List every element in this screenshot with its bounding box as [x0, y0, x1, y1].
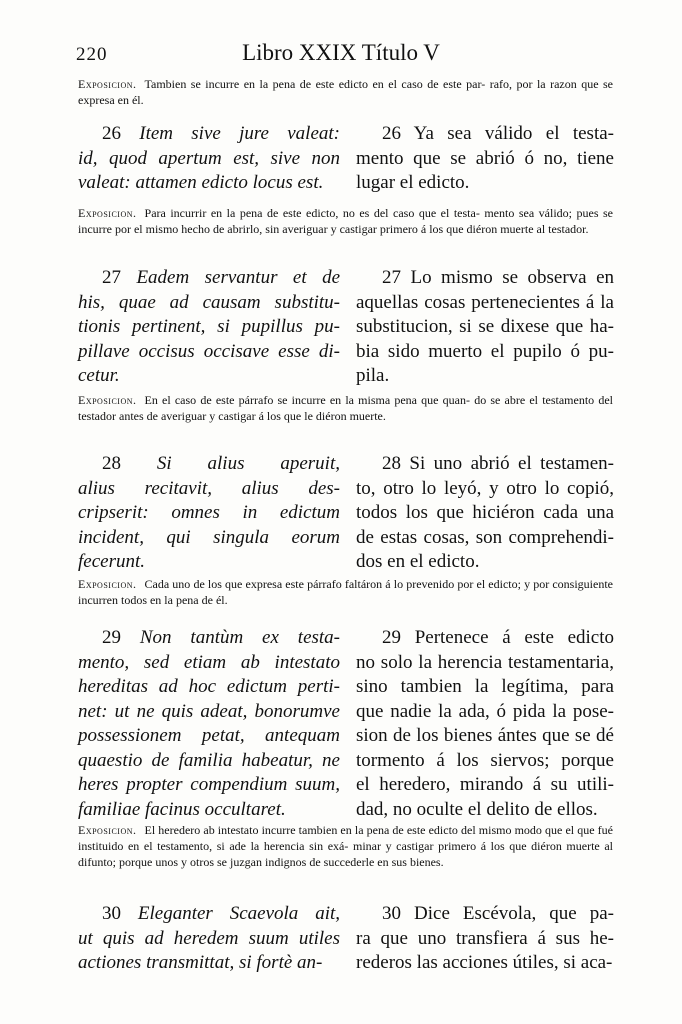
spanish-line-text: Dice Escévola, que pa- — [414, 903, 615, 924]
spanish-line — [356, 550, 614, 575]
spanish-line — [356, 452, 614, 477]
latin-line — [78, 315, 340, 340]
exposicion-line: En el caso de este párrafo se incurre en la misma pena que quan- — [144, 393, 470, 407]
latin-paragraph — [78, 626, 340, 822]
latin-line — [78, 927, 340, 952]
latin-line-text: heres propter compendium suum, — [78, 774, 340, 795]
spanish-line-text: no solo la herencia testamentaria, — [356, 651, 614, 673]
spanish-line-text: dos en el edicto. — [356, 551, 480, 572]
spanish-line-text: pila. — [356, 365, 390, 386]
spanish-line — [356, 798, 614, 823]
exposicion-line: por el edicto; y por consiguiente incurren todos en la pena de él. — [78, 577, 613, 607]
spanish-line-text: dad, no oculte el delito de ellos. — [356, 798, 598, 820]
latin-line — [78, 171, 340, 196]
latin-paragraph-number: 26 — [102, 123, 121, 144]
spanish-line — [356, 171, 614, 196]
exposicion-line: El heredero ab intestato incurre tambien en la pena de este edicto — [144, 823, 458, 837]
latin-line-text: Eleganter Scaevola ait, — [137, 903, 341, 924]
exposicion-label: Exposicion. — [78, 577, 137, 591]
latin-line-text: cetur. — [78, 365, 120, 386]
latin-paragraph — [78, 902, 340, 976]
latin-line — [78, 501, 340, 526]
exposicion-line: castigar primero á los que diéron muerte al testador. — [339, 222, 589, 236]
spanish-line — [356, 951, 614, 976]
latin-line-text: id, quod apertum est, sive non — [78, 147, 340, 169]
spanish-line-text: bia sido muerto el pupilo ó pu- — [356, 340, 614, 362]
spanish-line-text: aquellas cosas pertenecientes á la — [356, 291, 614, 313]
latin-line-text: quaestio de familia habeatur, ne — [78, 749, 340, 771]
spanish-line-text: rederos las acciones útiles, si aca- — [356, 952, 613, 973]
latin-line-text: incident, qui singula eorum — [78, 526, 340, 548]
latin-line-text: Non tantùm ex testa- — [139, 627, 341, 648]
exposicion-note — [78, 392, 613, 424]
exposicion-line: juzgan indignos de succederle en sus bienes. — [230, 855, 444, 869]
latin-line — [78, 526, 340, 551]
spanish-line — [356, 724, 614, 749]
spanish-paragraph — [356, 122, 614, 196]
latin-line — [78, 651, 340, 676]
spanish-line — [356, 477, 614, 502]
latin-line-text: his, quae ad causam substitu- — [78, 291, 340, 313]
latin-paragraph — [78, 122, 340, 196]
spanish-paragraph-number: 28 — [382, 453, 401, 474]
latin-line-text: tionis pertinent, si pupillus pu- — [78, 316, 340, 337]
spanish-line-text: todos los que hiciéron cada una — [356, 502, 614, 523]
latin-line — [78, 364, 340, 389]
exposicion-label: Exposicion. — [78, 206, 137, 220]
latin-line-text: hereditas ad hoc edictum perti- — [78, 676, 340, 697]
latin-line — [78, 675, 340, 700]
latin-paragraph-number: 29 — [102, 627, 121, 648]
exposicion-label: Exposicion. — [78, 823, 137, 837]
latin-line-text: mento, sed etiam ab intestato — [78, 651, 340, 673]
latin-line — [78, 122, 340, 147]
latin-paragraph-number: 27 — [102, 267, 121, 288]
latin-line — [78, 700, 340, 725]
latin-line-text: valeat: attamen edicto locus est. — [78, 172, 324, 193]
spanish-line-text: Ya sea válido el testa- — [413, 123, 614, 144]
latin-line — [78, 749, 340, 774]
spanish-line-text: Lo mismo se observa en — [410, 267, 615, 288]
spanish-line-text: Pertenece á este edicto — [414, 627, 615, 648]
spanish-line-text: sion de los bienes ántes que se dé — [356, 725, 614, 746]
latin-line-text: Item sive jure valeat: — [139, 123, 341, 144]
latin-line-text: alius recitavit, alius des- — [78, 477, 340, 499]
spanish-line — [356, 364, 614, 389]
latin-line — [78, 340, 340, 365]
exposicion-line: rafo, por la razon que se expresa en él. — [78, 77, 614, 107]
spanish-paragraph-number: 29 — [382, 627, 401, 648]
page-number: 220 — [76, 44, 108, 65]
latin-paragraph — [78, 452, 340, 575]
spanish-line — [356, 626, 614, 651]
exposicion-line: diéron muerte. — [315, 409, 386, 423]
exposicion-label: Exposicion. — [78, 77, 137, 91]
latin-line-text: actiones transmittat, si fortè an- — [78, 952, 323, 973]
latin-line-text: cripserit: omnes in edictum — [78, 502, 340, 523]
spanish-line — [356, 501, 614, 526]
latin-paragraph-number: 28 — [102, 453, 121, 474]
latin-line — [78, 951, 340, 976]
spanish-line-text: de estas cosas, son comprehendi- — [356, 526, 614, 548]
latin-line — [78, 477, 340, 502]
spanish-paragraph — [356, 452, 614, 575]
exposicion-line: Tambien se incurre en la pena de este edicto en el caso de este par- — [144, 77, 486, 91]
spanish-line — [356, 122, 614, 147]
spanish-line — [356, 773, 614, 798]
spanish-line — [356, 315, 614, 340]
spanish-paragraph — [356, 626, 614, 822]
latin-line-text: Si alius aperuit, — [156, 453, 340, 474]
spanish-line — [356, 147, 614, 172]
spanish-line — [356, 675, 614, 700]
spanish-line-text: sino tambien la legítima, para — [356, 676, 614, 697]
spanish-line — [356, 340, 614, 365]
exposicion-line: del mismo modo que el que fué instituido en el testamento, si ade la herencia sin exá- — [78, 823, 613, 853]
spanish-paragraph-number: 26 — [382, 123, 401, 144]
latin-line — [78, 773, 340, 798]
latin-line — [78, 550, 340, 575]
latin-line — [78, 798, 340, 823]
latin-line-text: net: ut ne quis adeat, bonorumve — [78, 700, 340, 722]
spanish-paragraph — [356, 902, 614, 976]
page-header — [0, 40, 682, 70]
latin-paragraph — [78, 266, 340, 389]
spanish-line — [356, 266, 614, 291]
latin-line-text: fecerunt. — [78, 551, 146, 572]
exposicion-line: mento sea válido; pues se incurre por el mismo hecho de abrirlo, sin averiguar y — [78, 206, 614, 236]
spanish-line-text: tormento á los siervos; porque — [356, 749, 614, 771]
spanish-paragraph-number: 30 — [382, 903, 401, 924]
latin-line — [78, 626, 340, 651]
latin-line — [78, 266, 340, 291]
latin-line — [78, 724, 340, 749]
latin-line — [78, 902, 340, 927]
spanish-line — [356, 902, 614, 927]
exposicion-line: do se abre el testamento del testador antes de averiguar y castigar á los que le — [78, 393, 614, 423]
spanish-line-text: mento que se abrió ó no, tiene — [356, 147, 614, 169]
spanish-line-text: Si uno abrió el testamen- — [409, 453, 614, 474]
spanish-line — [356, 700, 614, 725]
spanish-line-text: lugar el edicto. — [356, 172, 470, 193]
running-title: Libro XXIX Título V — [242, 40, 440, 65]
latin-line-text: possessionem petat, antequam — [78, 725, 340, 746]
exposicion-line: minar y castigar primero á los que diéron muerte al difunto; porque unos y otros se — [78, 839, 614, 869]
exposicion-note — [78, 205, 613, 237]
latin-line — [78, 452, 340, 477]
spanish-line-text: to, otro lo leyó, y otro lo copió, — [356, 477, 614, 499]
latin-line — [78, 147, 340, 172]
exposicion-line: Cada uno de los que expresa este párrafo faltáron á lo prevenido — [144, 577, 455, 591]
spanish-line — [356, 526, 614, 551]
spanish-paragraph-number: 27 — [382, 267, 401, 288]
exposicion-note — [78, 76, 613, 108]
latin-line-text: Eadem servantur et de — [136, 267, 341, 288]
latin-paragraph-number: 30 — [102, 903, 121, 924]
exposicion-note — [78, 822, 613, 870]
spanish-line — [356, 927, 614, 952]
latin-line-text: pillave occisus occisave esse di- — [78, 340, 340, 362]
spanish-line-text: ra que uno transfiera á sus he- — [356, 927, 614, 949]
latin-line — [78, 291, 340, 316]
spanish-line — [356, 651, 614, 676]
spanish-line-text: el heredero, mirando á su utili- — [356, 774, 614, 795]
exposicion-label: Exposicion. — [78, 393, 137, 407]
spanish-line-text: substitucion, si se dixese que ha- — [356, 316, 614, 337]
spanish-line — [356, 291, 614, 316]
exposicion-line: Para incurrir en la pena de este edicto, no es del caso que el testa- — [144, 206, 480, 220]
latin-line-text: familiae facinus occultaret. — [78, 798, 286, 820]
spanish-line — [356, 749, 614, 774]
latin-line-text: ut quis ad heredem suum utiles — [78, 927, 340, 949]
exposicion-note — [78, 576, 613, 608]
spanish-paragraph — [356, 266, 614, 389]
spanish-line-text: que nadie la ada, ó pida la pose- — [356, 700, 614, 722]
